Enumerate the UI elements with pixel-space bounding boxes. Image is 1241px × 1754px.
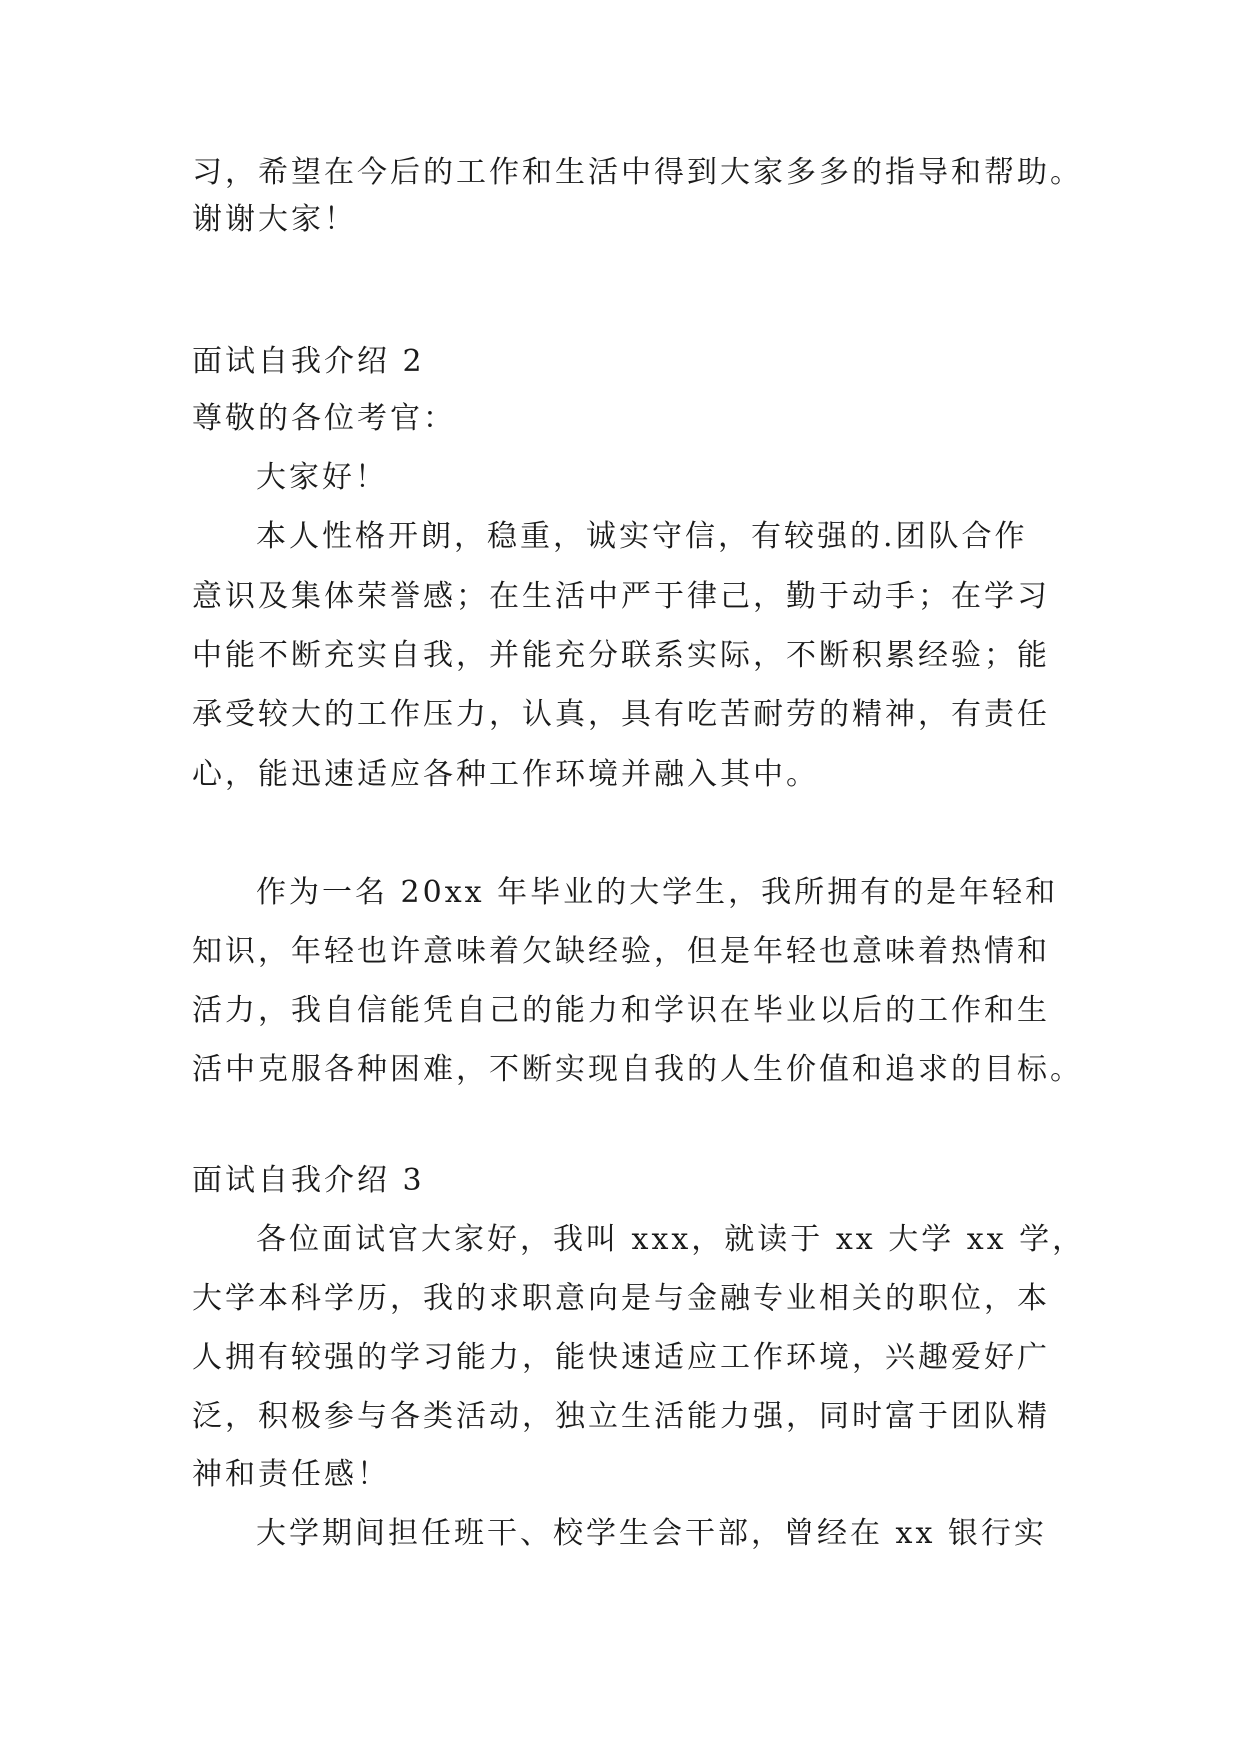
section-heading: 面试自我介绍 3	[192, 1163, 425, 1198]
salutation: 尊敬的各位考官：	[192, 401, 456, 436]
paragraph-line: 泛，积极参与各类活动，独立生活能力强，同时富于团队精	[192, 1399, 1050, 1434]
paragraph-line: 活中克服各种困难，不断实现自我的人生价值和追求的目标。	[192, 1052, 1083, 1087]
paragraph-line: 各位面试官大家好，我叫 xxx，就读于 xx 大学 xx 学，	[256, 1222, 1086, 1257]
paragraph-line: 中能不断充实自我，并能充分联系实际，不断积累经验；能	[192, 638, 1050, 673]
paragraph-line: 习，希望在今后的工作和生活中得到大家多多的指导和帮助。	[192, 155, 1083, 190]
paragraph-line: 本人性格开朗，稳重，诚实守信，有较强的.团队合作	[256, 519, 1028, 554]
paragraph-line: 活力，我自信能凭自己的能力和学识在毕业以后的工作和生	[192, 993, 1050, 1028]
paragraph-line: 意识及集体荣誉感；在生活中严于律己，勤于动手；在学习	[192, 579, 1050, 614]
paragraph-line: 承受较大的工作压力，认真，具有吃苦耐劳的精神，有责任	[192, 697, 1050, 732]
paragraph-line: 心，能迅速适应各种工作环境并融入其中。	[192, 757, 819, 792]
paragraph-line: 知识，年轻也许意味着欠缺经验，但是年轻也意味着热情和	[192, 934, 1050, 969]
paragraph-line: 作为一名 20xx 年毕业的大学生，我所拥有的是年轻和	[256, 875, 1059, 910]
greeting: 大家好！	[256, 460, 388, 495]
paragraph-line: 神和责任感！	[192, 1457, 390, 1492]
section-heading: 面试自我介绍 2	[192, 344, 425, 379]
paragraph-line: 大学本科学历，我的求职意向是与金融专业相关的职位，本	[192, 1281, 1050, 1316]
paragraph-line: 大学期间担任班干、校学生会干部，曾经在 xx 银行实	[256, 1516, 1047, 1551]
paragraph-line: 谢谢大家！	[192, 202, 357, 237]
paragraph-line: 人拥有较强的学习能力，能快速适应工作环境，兴趣爱好广	[192, 1340, 1050, 1375]
